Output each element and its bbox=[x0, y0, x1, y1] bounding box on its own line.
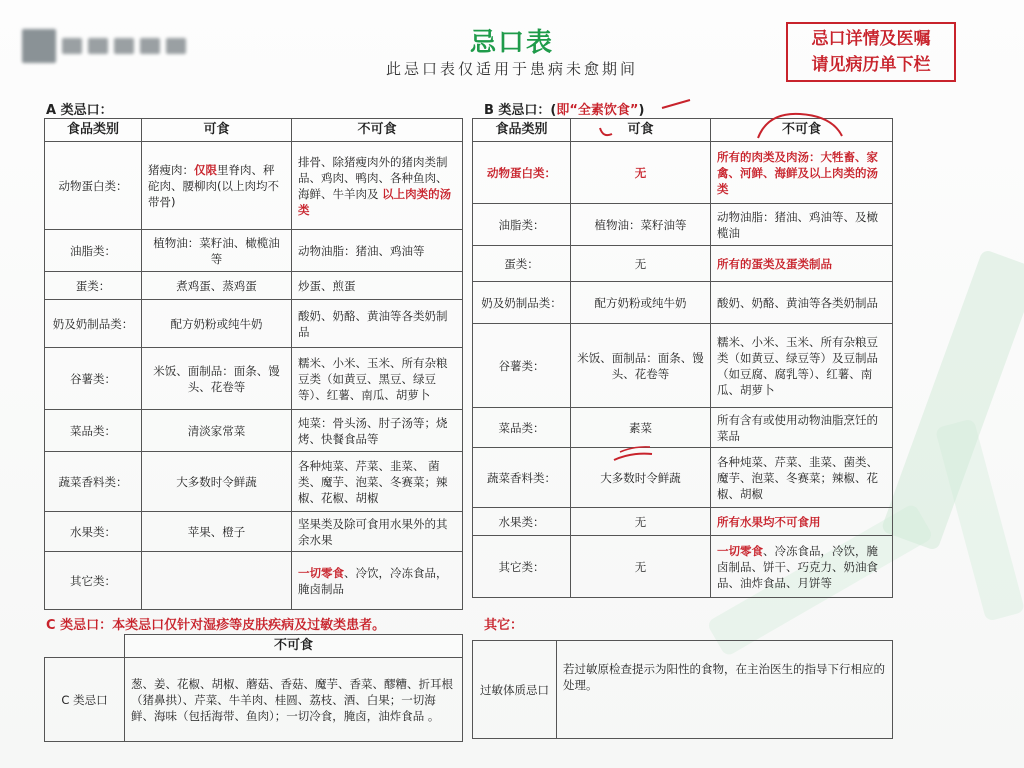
label-text: ) bbox=[638, 103, 645, 118]
table-row bbox=[45, 348, 463, 410]
food-category: 菜品类： bbox=[45, 410, 142, 452]
forbidden-cell: 各种炖菜、芹菜、韭菜、 菌类、魔芋、泡菜、冬赛菜；辣椒、花椒、胡椒 bbox=[292, 452, 463, 512]
food-category: 谷薯类： bbox=[45, 348, 142, 410]
table-row bbox=[45, 410, 463, 452]
allowed-cell: 素菜 bbox=[571, 408, 711, 448]
table-row bbox=[45, 272, 463, 300]
allowed-cell: 无 bbox=[571, 508, 711, 536]
forbidden-highlight: 一切零食 bbox=[298, 565, 344, 580]
table-row bbox=[473, 324, 893, 408]
allowed-text: 猪瘦肉： bbox=[148, 162, 194, 177]
forbidden-cell bbox=[292, 142, 463, 230]
forbidden-cell: 炒蛋、煎蛋 bbox=[292, 272, 463, 300]
forbidden-cell bbox=[711, 536, 893, 598]
table-row bbox=[473, 641, 893, 739]
forbidden-cell: 各种炖菜、芹菜、韭菜、菌类、魔芋、泡菜、冬赛菜；辣椒、花椒、胡椒 bbox=[711, 448, 893, 508]
forbidden-highlight: 一切零食 bbox=[717, 543, 763, 558]
table-row bbox=[45, 142, 463, 230]
food-category: 蔬菜香料类： bbox=[473, 448, 571, 508]
allowed-cell bbox=[142, 142, 292, 230]
food-category: 油脂类： bbox=[45, 230, 142, 272]
label-highlight: 即“全素饮食” bbox=[556, 103, 639, 118]
allowed-cell: 配方奶粉或纯牛奶 bbox=[142, 300, 292, 348]
notice-line-2: 请见病历单下栏 bbox=[811, 55, 931, 75]
table-a-header bbox=[45, 119, 463, 142]
allowed-cell: 苹果、橙子 bbox=[142, 512, 292, 552]
food-category: C 类忌口 bbox=[45, 658, 125, 742]
forbidden-cell: 所有含有或使用动物油脂烹饪的菜品 bbox=[711, 408, 893, 448]
allowed-cell: 配方奶粉或纯牛奶 bbox=[571, 282, 711, 324]
allowed-cell bbox=[142, 552, 292, 610]
table-b-label bbox=[484, 99, 644, 118]
food-category: 油脂类： bbox=[473, 204, 571, 246]
food-category: 过敏体质忌口 bbox=[473, 641, 557, 739]
food-category: 蛋类： bbox=[45, 272, 142, 300]
allowed-cell: 无 bbox=[571, 536, 711, 598]
table-a-label: A 类忌口： bbox=[46, 103, 113, 118]
table-c bbox=[44, 634, 463, 742]
forbidden-cell: 动物油脂：猪油、鸡油等 bbox=[292, 230, 463, 272]
forbidden-cell: 坚果类及除可食用水果外的其余水果 bbox=[292, 512, 463, 552]
table-row bbox=[473, 142, 893, 204]
allowed-highlight: 仅限 bbox=[194, 162, 217, 177]
forbidden-text: 、冷饮，冷冻食品，腌卤制品 bbox=[298, 565, 448, 596]
table-c-label: C 类忌口：本类忌口仅针对湿疹等皮肤疾病及过敏类患者。 bbox=[46, 618, 386, 633]
forbidden-cell: 糯米、小米、玉米、所有杂粮豆类（如黄豆、黑豆、绿豆等）、红薯、南瓜、胡萝卜 bbox=[292, 348, 463, 410]
allowed-cell: 植物油：菜籽油、橄榄油等 bbox=[142, 230, 292, 272]
table-row bbox=[45, 512, 463, 552]
allowed-cell: 米饭、面制品：面条、馒头、花卷等 bbox=[142, 348, 292, 410]
forbidden-cell: 动物油脂：猪油、鸡油等、及橄榄油 bbox=[711, 204, 893, 246]
page-title: 忌口表 bbox=[469, 28, 554, 58]
other-table bbox=[472, 640, 893, 739]
table-row bbox=[45, 300, 463, 348]
table-row bbox=[45, 552, 463, 610]
food-category: 其它类： bbox=[473, 536, 571, 598]
column-header: 不可食 bbox=[711, 119, 893, 142]
forbidden-cell: 所有水果均不可食用 bbox=[711, 508, 893, 536]
table-row bbox=[473, 408, 893, 448]
allowed-cell: 无 bbox=[571, 246, 711, 282]
food-category: 水果类： bbox=[45, 512, 142, 552]
allowed-cell: 米饭、面制品：面条、馒头、花卷等 bbox=[571, 324, 711, 408]
column-header: 食品类别 bbox=[473, 119, 571, 142]
table-b bbox=[472, 118, 893, 598]
forbidden-cell: 糯米、小米、玉米、所有杂粮豆类（如黄豆、绿豆等）及豆制品（如豆腐、腐乳等）、红薯、南瓜、胡萝卜 bbox=[711, 324, 893, 408]
allowed-text: 里脊肉、秤砣肉、腰柳肉(以上肉均不带骨) bbox=[148, 162, 279, 209]
watermark-shape bbox=[881, 249, 1024, 551]
column-header: 可食 bbox=[571, 119, 711, 142]
table-row bbox=[473, 536, 893, 598]
forbidden-highlight: 以上肉类的汤类 bbox=[298, 186, 452, 217]
allowed-cell: 煮鸡蛋、蒸鸡蛋 bbox=[142, 272, 292, 300]
table-c-header bbox=[45, 635, 463, 658]
empty-header bbox=[45, 635, 125, 658]
other-label: 其它： bbox=[484, 618, 524, 633]
food-category: 动物蛋白类： bbox=[473, 142, 571, 204]
table-a bbox=[44, 118, 463, 610]
medical-notice-box bbox=[786, 22, 956, 82]
column-header: 不可食 bbox=[125, 635, 463, 658]
food-category: 菜品类： bbox=[473, 408, 571, 448]
food-category: 谷薯类： bbox=[473, 324, 571, 408]
forbidden-cell: 所有的蛋类及蛋类制品 bbox=[711, 246, 893, 282]
food-category: 其它类： bbox=[45, 552, 142, 610]
table-row bbox=[45, 452, 463, 512]
table-row bbox=[473, 508, 893, 536]
table-row bbox=[45, 658, 463, 742]
food-category: 奶及奶制品类： bbox=[45, 300, 142, 348]
table-row bbox=[473, 204, 893, 246]
food-category: 蔬菜香料类： bbox=[45, 452, 142, 512]
forbidden-cell: 酸奶、奶酪、黄油等各类奶制品 bbox=[292, 300, 463, 348]
table-row bbox=[473, 282, 893, 324]
forbidden-cell: 所有的肉类及肉汤：大牲畜、家禽、河鲜、海鲜及以上肉类的汤类 bbox=[711, 142, 893, 204]
food-category: 蛋类： bbox=[473, 246, 571, 282]
allowed-cell: 无 bbox=[571, 142, 711, 204]
food-category: 动物蛋白类： bbox=[45, 142, 142, 230]
label-text: B 类忌口：( bbox=[484, 103, 557, 118]
notice-line-1: 忌口详情及医嘱 bbox=[811, 29, 931, 49]
forbidden-cell bbox=[292, 552, 463, 610]
column-header: 食品类别 bbox=[45, 119, 142, 142]
column-header: 不可食 bbox=[292, 119, 463, 142]
table-row bbox=[473, 246, 893, 282]
food-category: 水果类： bbox=[473, 508, 571, 536]
forbidden-cell: 酸奶、奶酪、黄油等各类奶制品 bbox=[711, 282, 893, 324]
table-row bbox=[473, 448, 893, 508]
table-b-header bbox=[473, 119, 893, 142]
allowed-cell: 清淡家常菜 bbox=[142, 410, 292, 452]
page-subtitle: 此忌口表仅适用于患病未愈期间 bbox=[385, 60, 638, 78]
table-row bbox=[45, 230, 463, 272]
allowed-cell: 植物油：菜籽油等 bbox=[571, 204, 711, 246]
food-category: 奶及奶制品类： bbox=[473, 282, 571, 324]
forbidden-cell: 若过敏原检查提示为阳性的食物，在主治医生的指导下行相应的处理。 bbox=[557, 641, 893, 739]
allowed-cell: 大多数时令鲜蔬 bbox=[142, 452, 292, 512]
forbidden-text: 排骨、除猪瘦肉外的猪肉类制品、鸡肉、鸭肉、各种鱼肉、海鲜、牛羊肉及 bbox=[298, 154, 448, 201]
allowed-cell: 大多数时令鲜蔬 bbox=[571, 448, 711, 508]
forbidden-cell: 葱、姜、花椒、胡椒、蘑菇、香菇、魔芋、香菜、醪糟、折耳根（猪鼻拱）、芹菜、牛羊肉、桂圆、荔枝、酒、白果；一切海鲜、海味（包括海带、鱼肉）；一切冷食，腌卤，油炸食品 。 bbox=[125, 658, 463, 742]
forbidden-cell: 炖菜：骨头汤、肘子汤等；烧烤、快餐食品等 bbox=[292, 410, 463, 452]
column-header: 可食 bbox=[142, 119, 292, 142]
forbidden-text: 、冷冻食品，冷饮，腌卤制品、饼干、巧克力、奶油食品、油炸食品、月饼等 bbox=[717, 543, 878, 590]
